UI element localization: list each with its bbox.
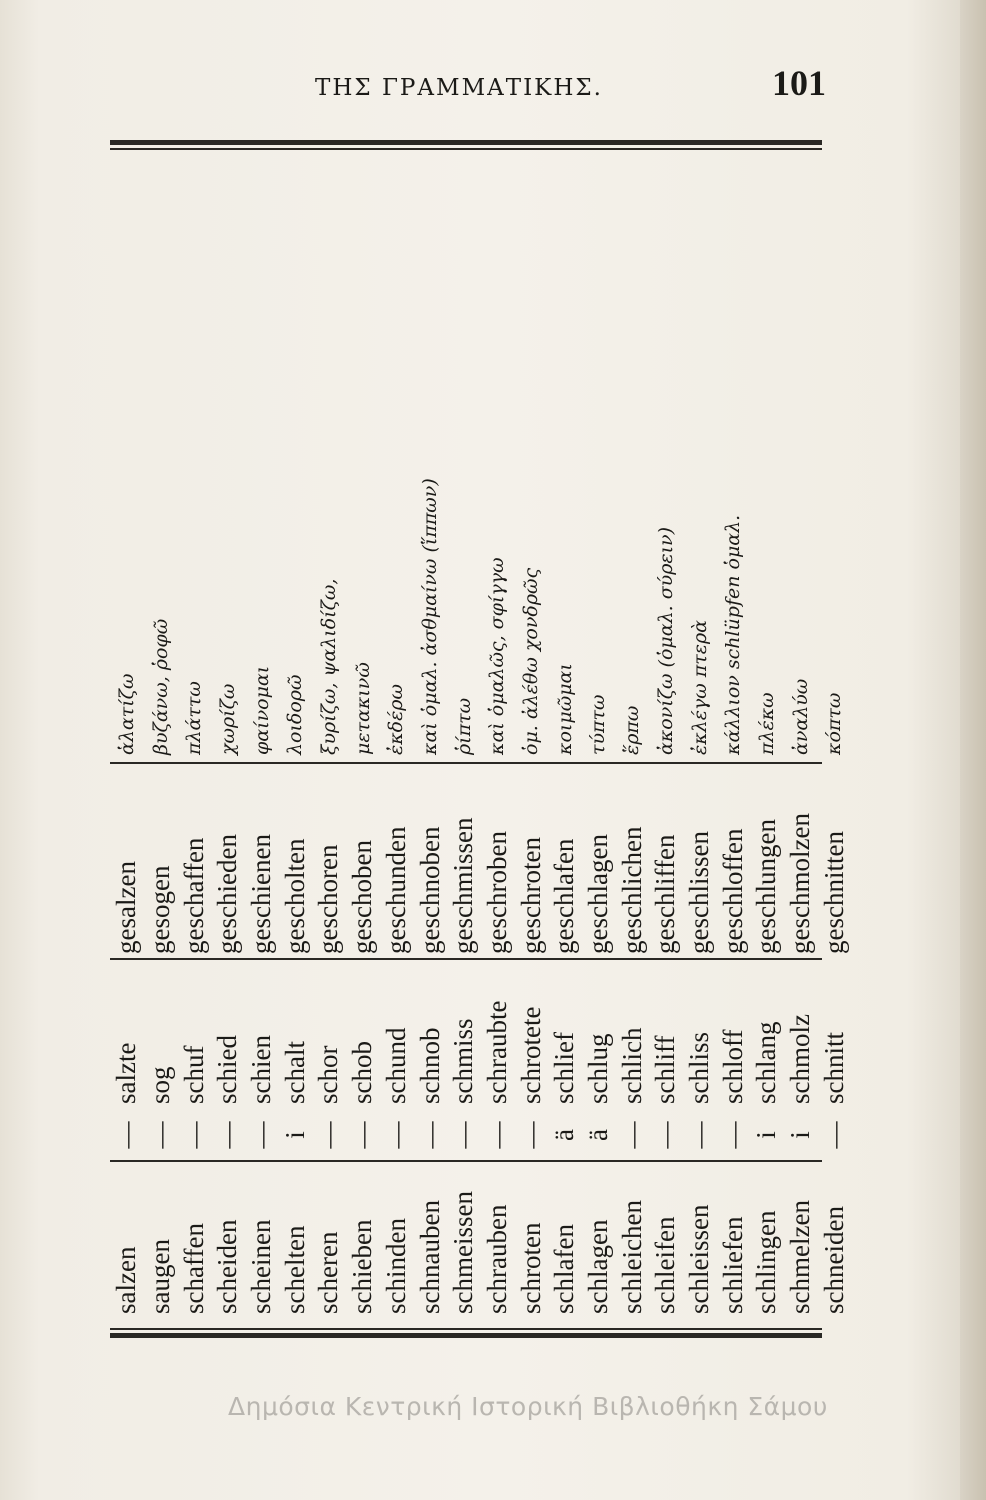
- participle-cell: geschlungen: [751, 819, 782, 954]
- participle-cell: geschliffen: [650, 834, 681, 954]
- greek-meaning-cell: καὶ ὁμαλῶς, σφίγγω: [486, 557, 509, 755]
- table-row: [683, 160, 717, 1320]
- greek-meaning-cell: τύπτω: [587, 694, 610, 755]
- vowel-mark-cell: —: [145, 1121, 176, 1149]
- table-row: [413, 160, 447, 1320]
- infinitive-cell: schleichen: [616, 1200, 647, 1314]
- participle-cell: geschoren: [313, 844, 344, 954]
- past-tense-cell: schien: [246, 1035, 277, 1104]
- past-tense-cell: schnitt: [818, 1032, 849, 1104]
- past-tense-cell: schlug: [582, 1033, 613, 1104]
- past-tense-cell: schob: [347, 1041, 378, 1104]
- table-row: [481, 160, 515, 1320]
- table-row: [346, 160, 380, 1320]
- greek-meaning-cell: κάλλιον schlüpfen ὁμαλ.: [722, 514, 745, 755]
- table-row: [649, 160, 683, 1320]
- past-tense-cell: schlief: [549, 1032, 580, 1104]
- infinitive-cell: schleifen: [650, 1216, 681, 1314]
- table-row: [312, 160, 346, 1320]
- greek-meaning-cell: ἕρπω: [621, 705, 644, 755]
- greek-meaning-cell: κόπτω: [823, 692, 846, 755]
- greek-meaning-cell: ῥίπτω: [452, 697, 475, 755]
- greek-meaning-cell: ἀκονίζω (ὁμαλ. σύρειν): [654, 526, 677, 755]
- participle-cell: geschroben: [481, 831, 512, 954]
- table-row: [582, 160, 616, 1320]
- table-row: [211, 160, 245, 1320]
- vowel-mark-cell: —: [414, 1121, 445, 1149]
- table-row: [380, 160, 414, 1320]
- infinitive-cell: schneiden: [818, 1206, 849, 1314]
- past-tense-cell: schuf: [178, 1045, 209, 1104]
- greek-meaning-cell: πλάττω: [183, 681, 206, 755]
- participle-cell: geschlissen: [684, 831, 715, 954]
- vowel-mark-cell: —: [178, 1121, 209, 1149]
- bottom-double-rule: [110, 1328, 822, 1338]
- infinitive-cell: schmeissen: [448, 1191, 479, 1314]
- infinitive-cell: schmelzen: [785, 1200, 816, 1314]
- column-rule-2: [110, 958, 822, 960]
- participle-cell: gesalzen: [111, 861, 142, 954]
- vowel-mark-cell: —: [380, 1121, 411, 1149]
- infinitive-cell: schnauben: [414, 1200, 445, 1314]
- vowel-mark-cell: i: [751, 1131, 782, 1139]
- past-tense-cell: schmolz: [785, 1014, 816, 1104]
- vowel-mark-cell: —: [313, 1121, 344, 1149]
- greek-meaning-cell: βυζάνω, ῥοφῶ: [149, 618, 172, 755]
- participle-cell: gesogen: [145, 865, 176, 954]
- participle-cell: geschnoben: [414, 826, 445, 954]
- vowel-mark-cell: —: [448, 1121, 479, 1149]
- infinitive-cell: scheiden: [212, 1219, 243, 1314]
- participle-cell: geschunden: [380, 826, 411, 954]
- participle-cell: geschloffen: [717, 828, 748, 954]
- table-row: [447, 160, 481, 1320]
- participle-cell: geschaffen: [178, 837, 209, 954]
- infinitive-cell: salzen: [111, 1246, 142, 1314]
- infinitive-cell: schlingen: [751, 1210, 782, 1314]
- infinitive-cell: schelten: [279, 1225, 310, 1314]
- vowel-mark-cell: —: [818, 1121, 849, 1149]
- table-row: [716, 160, 750, 1320]
- past-tense-cell: schlang: [751, 1021, 782, 1104]
- table-row: [245, 160, 279, 1320]
- greek-meaning-cell: ξυρίζω, ψαλιδίζω,: [317, 578, 340, 755]
- participle-cell: geschroten: [515, 837, 546, 954]
- past-tense-cell: schund: [380, 1027, 411, 1104]
- infinitive-cell: schliefen: [717, 1216, 748, 1314]
- past-tense-cell: schraubte: [481, 1000, 512, 1104]
- greek-meaning-cell: ἁλατίζω: [115, 673, 138, 755]
- table-row: [514, 160, 548, 1320]
- past-tense-cell: sog: [145, 1066, 176, 1104]
- infinitive-cell: schieben: [347, 1219, 378, 1314]
- participle-cell: geschlafen: [549, 838, 580, 954]
- vowel-mark-cell: —: [616, 1121, 647, 1149]
- greek-meaning-cell: κοιμῶμαι: [553, 663, 576, 755]
- past-tense-cell: schnob: [414, 1027, 445, 1104]
- vowel-mark-cell: —: [650, 1121, 681, 1149]
- past-tense-cell: schliss: [684, 1031, 715, 1104]
- past-tense-cell: schloff: [717, 1029, 748, 1104]
- vowel-mark-cell: i: [279, 1131, 310, 1139]
- top-double-rule: [110, 140, 822, 150]
- vowel-mark-cell: ä: [582, 1129, 613, 1141]
- verb-table-rotated: [110, 160, 849, 1320]
- participle-cell: geschoben: [347, 840, 378, 954]
- infinitive-cell: schleissen: [684, 1204, 715, 1314]
- vowel-mark-cell: —: [111, 1121, 142, 1149]
- vowel-mark-cell: —: [481, 1121, 512, 1149]
- infinitive-cell: schinden: [380, 1218, 411, 1314]
- past-tense-cell: schrotete: [515, 1006, 546, 1104]
- participle-cell: geschlagen: [582, 834, 613, 954]
- past-tense-cell: schalt: [279, 1041, 310, 1104]
- table-row: [750, 160, 784, 1320]
- participle-cell: geschlichen: [616, 826, 647, 954]
- vowel-mark-cell: —: [212, 1121, 243, 1149]
- greek-meaning-cell: ἀναλύω: [789, 678, 812, 755]
- infinitive-cell: schlafen: [549, 1224, 580, 1314]
- participle-cell: geschienen: [246, 834, 277, 954]
- greek-meaning-cell: καὶ ὁμαλ. ἀσθμαίνω (ἵππων): [419, 478, 442, 755]
- infinitive-cell: saugen: [145, 1239, 176, 1314]
- column-rule-3: [110, 762, 822, 764]
- past-tense-cell: schor: [313, 1045, 344, 1104]
- table-row: [784, 160, 818, 1320]
- library-watermark: Δημόσια Κεντρική Ιστορική Βιβλιοθήκη Σάμου: [228, 1392, 828, 1421]
- past-tense-cell: schied: [212, 1035, 243, 1104]
- table-row: [110, 160, 144, 1320]
- participle-cell: geschieden: [212, 834, 243, 954]
- greek-meaning-cell: λοιδορῶ: [284, 674, 307, 755]
- greek-meaning-cell: ἐκδέρω: [385, 684, 408, 755]
- greek-meaning-cell: πλέκω: [755, 692, 778, 755]
- vowel-mark-cell: —: [246, 1121, 277, 1149]
- participle-cell: geschmolzen: [785, 813, 816, 954]
- past-tense-cell: schmiss: [448, 1018, 479, 1104]
- vowel-mark-cell: i: [785, 1131, 816, 1139]
- page-number: 101: [772, 63, 826, 103]
- infinitive-cell: schroten: [515, 1222, 546, 1314]
- table-row: [615, 160, 649, 1320]
- greek-meaning-cell: φαίνομαι: [250, 665, 273, 755]
- greek-meaning-cell: χωρίζω: [216, 683, 239, 755]
- infinitive-cell: schlagen: [582, 1219, 613, 1314]
- verb-table: [110, 160, 849, 1320]
- past-tense-cell: schliff: [650, 1035, 681, 1104]
- greek-meaning-cell: ὁμ. ἀλέθω χονδρῶς: [520, 567, 543, 755]
- vowel-mark-cell: —: [684, 1121, 715, 1149]
- vowel-mark-cell: —: [347, 1121, 378, 1149]
- infinitive-cell: scheinen: [246, 1219, 277, 1314]
- participle-cell: gescholten: [279, 838, 310, 954]
- infinitive-cell: scheren: [313, 1231, 344, 1314]
- participle-cell: geschmissen: [448, 817, 479, 954]
- table-row: [278, 160, 312, 1320]
- participle-cell: geschnitten: [818, 831, 849, 954]
- vowel-mark-cell: —: [717, 1121, 748, 1149]
- vowel-mark-cell: ä: [549, 1129, 580, 1141]
- table-row: [817, 160, 851, 1320]
- table-row: [177, 160, 211, 1320]
- infinitive-cell: schrauben: [481, 1204, 512, 1314]
- infinitive-cell: schaffen: [178, 1223, 209, 1314]
- greek-meaning-cell: ἐκλέγω πτερὰ: [688, 620, 711, 755]
- table-row: [144, 160, 178, 1320]
- past-tense-cell: schlich: [616, 1027, 647, 1104]
- book-spine-edge: [960, 0, 986, 1500]
- table-row: [548, 160, 582, 1320]
- vowel-mark-cell: —: [515, 1121, 546, 1149]
- running-head: ΤΗΣ ΓΡΑΜΜΑΤΙΚΗΣ.: [315, 75, 603, 101]
- greek-meaning-cell: μετακινῶ: [351, 662, 374, 755]
- past-tense-cell: salzte: [111, 1042, 142, 1104]
